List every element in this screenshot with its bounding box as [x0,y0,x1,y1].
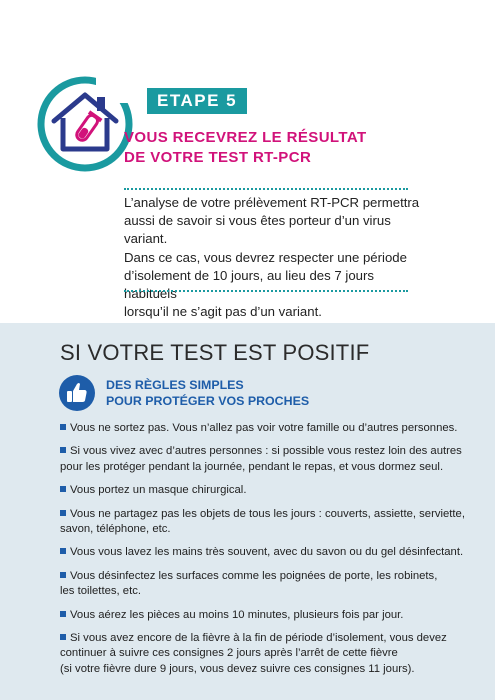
intro-line: lorsqu’il ne s’agit pas d’un variant. [124,304,322,320]
intro-line: Dans ce cas, vous devrez respecter une période [124,249,407,265]
rules-list [60,421,472,685]
bullet-square-icon [60,447,66,453]
step-title-line: VOUS RECEVREZ LE RÉSULTAT [124,129,367,146]
rule-text: Si vous vivez avec d’autres personnes : si possible vous restez loin des autres [70,445,462,458]
bullet-square-icon [60,634,66,640]
step-badge: ETAPE 5 [147,88,247,114]
list-item [60,631,472,677]
rule-text: Vous vous lavez les mains très souvent, avec du savon ou du gel désinfectant. [70,546,464,559]
list-item [60,483,472,498]
rule-text: Si vous avez encore de la fièvre à la fin de période d’isolement, vous devez [70,632,447,645]
rules-heading [106,377,309,409]
step-title [124,128,367,168]
section-title: SI VOTRE TEST EST POSITIF [60,340,370,365]
list-item [60,608,472,623]
rule-text: Vous aérez les pièces au moins 10 minutes, plusieurs fois par jour. [70,608,404,621]
rule-text: Vous portez un masque chirurgical. [70,484,247,497]
dotted-divider [124,290,408,292]
rules-heading-line: POUR PROTÉGER VOS PROCHES [106,394,310,408]
rule-text: Vous ne sortez pas. Vous n’allez pas voir votre famille ou d’autres personnes. [70,422,458,434]
rule-text: les toilettes, etc. [60,585,141,598]
bullet-square-icon [60,424,66,430]
intro-line: d’isolement de 10 jours, au lieu des 7 jours habituels [124,267,374,302]
list-item [60,507,472,538]
bullet-square-icon [60,611,66,617]
list-item [60,421,472,436]
bullet-square-icon [60,572,66,578]
intro-line: aussi de savoir si vous êtes porteur d’un virus variant. [124,213,391,247]
house-test-tube-icon [34,73,136,175]
rule-text: Vous désinfectez les surfaces comme les poignées de porte, les robinets, [70,569,438,582]
list-item [60,444,472,475]
intro-paragraph [124,194,424,321]
rule-text: (si votre fièvre dure 9 jours, vous devez suivre ces consignes 11 jours). [60,662,415,675]
rule-text: Vous ne partagez pas les objets de tous les jours : couverts, assiette, serviette, [70,507,465,520]
thumbs-up-icon [59,375,95,411]
rule-text: pour les protéger pendant la journée, pendant le repas, et vous dormez seul. [60,460,444,473]
list-item [60,545,472,560]
rules-heading-line: DES RÈGLES SIMPLES [106,378,244,392]
rule-text: continuer à suivre ces consignes 2 jours après l’arrêt de cette fièvre [60,647,398,660]
bullet-square-icon [60,548,66,554]
rule-text: savon, téléphone, etc. [60,523,171,536]
dotted-divider [124,188,408,190]
step-title-line: DE VOTRE TEST RT-PCR [124,149,312,166]
bullet-square-icon [60,486,66,492]
intro-line: L’analyse de votre prélèvement RT-PCR permettra [124,195,420,210]
bullet-square-icon [60,510,66,516]
list-item [60,569,472,600]
